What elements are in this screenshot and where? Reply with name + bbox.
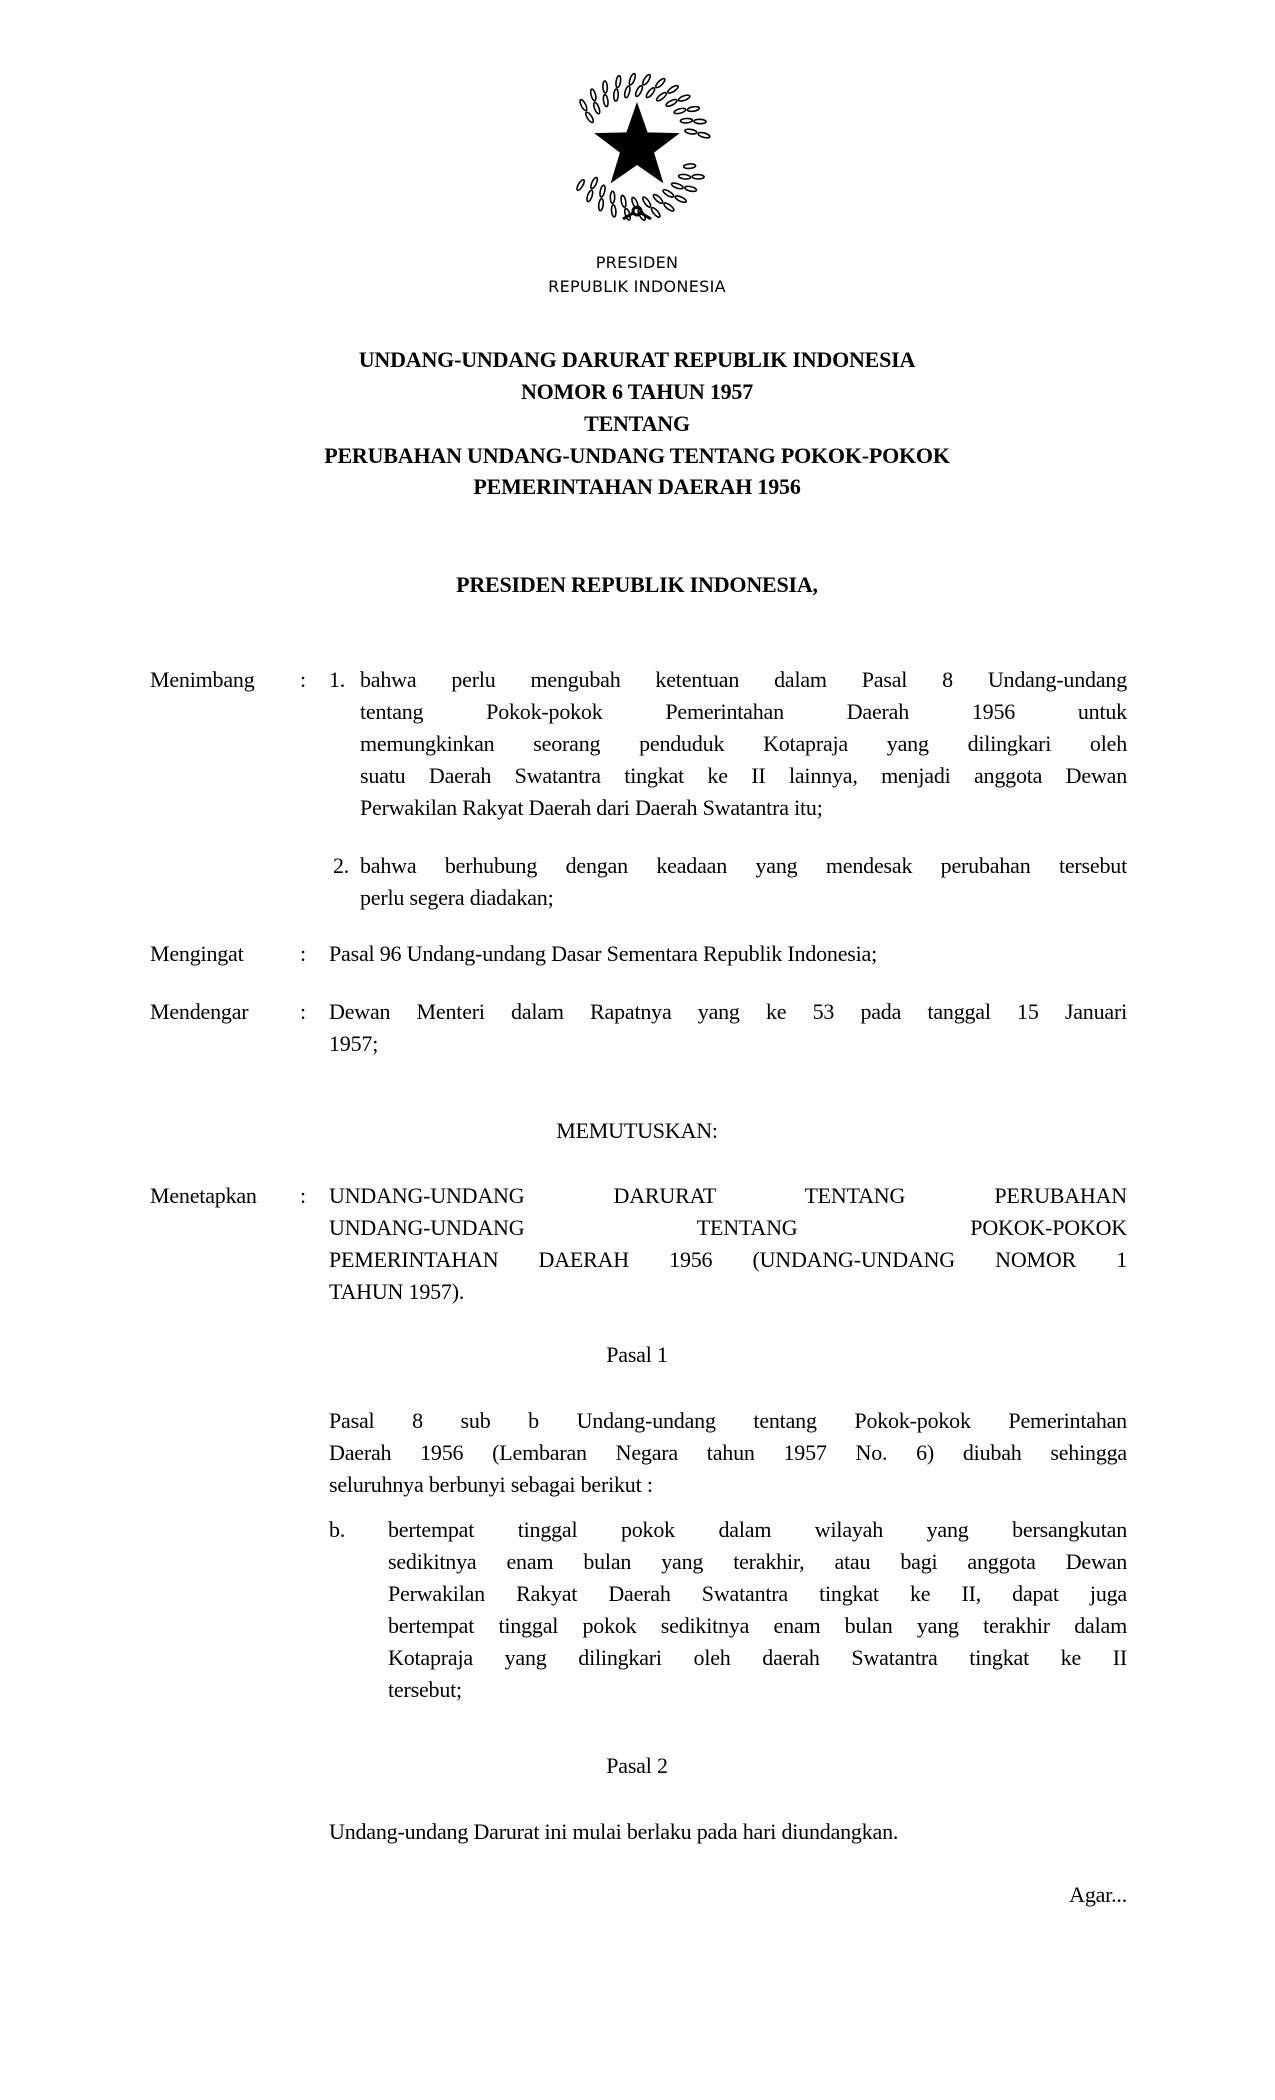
- menetapkan-line: UNDANG-UNDANG DARURAT TENTANG PERUBAHAN: [329, 1183, 1127, 1208]
- pasal-2-heading: Pasal 2: [606, 1753, 668, 1778]
- leaf-icon: [685, 128, 698, 134]
- leaf-icon: [624, 86, 631, 99]
- leaf-icon: [611, 205, 616, 217]
- leaf-icon: [590, 177, 599, 190]
- leaf-icon: [641, 73, 651, 85]
- continuation-marker: Agar...: [1069, 1882, 1127, 1907]
- leaf-icon: [579, 99, 588, 112]
- title-line: TENTANG: [584, 411, 690, 436]
- title-line: UNDANG-UNDANG DARURAT REPUBLIK INDONESIA: [358, 347, 916, 372]
- menimbang-item-2-line: perlu segera diadakan;: [360, 885, 554, 910]
- leaf-icon: [599, 185, 606, 198]
- pasal-1-item-line: bertempat tinggal pokok sedikitnya enam bulan yang terakhir dalam: [388, 1613, 1127, 1638]
- menimbang-item-1-line: tentang Pokok-pokok Pemerintahan Daerah 1956 untuk: [360, 699, 1127, 724]
- leaf-icon: [655, 77, 667, 89]
- pasal-1-heading: Pasal 1: [606, 1342, 668, 1367]
- menimbang-item-number: 1.: [329, 667, 346, 692]
- leaf-icon: [667, 84, 679, 94]
- menetapkan-line: PEMERINTAHAN DAERAH 1956 (UNDANG-UNDANG NOMOR 1: [329, 1247, 1127, 1272]
- menetapkan-label: Menetapkan: [150, 1183, 257, 1208]
- mengingat-text: Pasal 96 Undang-undang Dasar Sementara Republik Indonesia;: [329, 941, 878, 966]
- menimbang-colon: :: [300, 667, 306, 692]
- mengingat-label: Mengingat: [150, 941, 244, 966]
- leaf-icon: [586, 190, 594, 203]
- leaf-icon: [683, 163, 695, 168]
- title-line: PERUBAHAN UNDANG-UNDANG TENTANG POKOK-POKOK: [324, 443, 950, 468]
- leaf-icon: [652, 193, 664, 204]
- leaf-icon: [698, 132, 711, 139]
- leaf-icon: [684, 185, 697, 192]
- leaf-icon: [610, 191, 615, 203]
- pasal-1-item-line: bertempat tinggal pokok dalam wilayah yang bersangkutan: [388, 1517, 1127, 1542]
- menimbang-label: Menimbang: [150, 667, 255, 692]
- leaf-icon: [598, 198, 604, 210]
- leaf-icon: [603, 81, 608, 93]
- menimbang-item-1-line: bahwa perlu mengubah ketentuan dalam Pasal 8 Undang-undang: [360, 667, 1127, 692]
- leaf-icon: [584, 111, 594, 123]
- leaf-icon: [650, 206, 661, 218]
- mendengar-line: 1957;: [329, 1031, 379, 1056]
- leaf-icon: [592, 102, 600, 115]
- menetapkan-line: TAHUN 1957).: [329, 1279, 465, 1304]
- leaf-icon: [692, 174, 704, 179]
- leaf-icon: [680, 118, 692, 123]
- pasal-2-text: Undang-undang Darurat ini mulai berlaku pada hari diundangkan.: [329, 1819, 899, 1844]
- menimbang-item-1-line: memungkinkan seorang penduduk Kotapraja yang dilingkari oleh: [360, 731, 1127, 756]
- office-line-2: REPUBLIK INDONESIA: [548, 277, 726, 296]
- mendengar-line: Dewan Menteri dalam Rapatnya yang ke 53 pada tanggal 15 Januari: [329, 999, 1127, 1024]
- leaf-icon: [678, 174, 690, 180]
- mengingat-colon: :: [300, 941, 306, 966]
- issuer-heading: PRESIDEN REPUBLIK INDONESIA,: [456, 572, 818, 597]
- menetapkan-line: UNDANG-UNDANG TENTANG POKOK-POKOK: [329, 1215, 1127, 1240]
- title-line: NOMOR 6 TAHUN 1957: [520, 379, 754, 404]
- leaf-icon: [603, 94, 609, 107]
- leaf-icon: [628, 73, 636, 86]
- office-line-1: PRESIDEN: [595, 253, 679, 272]
- menetapkan-colon: :: [300, 1183, 306, 1208]
- pasal-1-intro-line: Daerah 1956 (Lembaran Negara tahun 1957 No. 6) diubah sehingga: [329, 1440, 1127, 1465]
- memutuskan-heading: MEMUTUSKAN:: [556, 1118, 718, 1143]
- star-icon: [594, 102, 680, 183]
- leaf-icon: [674, 195, 687, 204]
- leaf-icon: [576, 179, 586, 192]
- pasal-1-intro-line: Pasal 8 sub b Undang-undang tentang Pokok-pokok Pemerintahan: [329, 1408, 1127, 1433]
- title-line: PEMERINTAHAN DAERAH 1956: [473, 474, 801, 499]
- mendengar-label: Mendengar: [150, 999, 249, 1024]
- leaf-icon: [634, 85, 643, 98]
- pasal-1-item-line: sedikitnya enam bulan yang terakhir, atau bagi anggota Dewan: [388, 1549, 1127, 1574]
- leaf-icon: [613, 89, 618, 101]
- pasal-1-item-line: Perwakilan Rakyat Daerah Swatantra tingkat ke II, dapat juga: [388, 1581, 1127, 1606]
- pasal-1-item-line: tersebut;: [388, 1677, 462, 1702]
- pasal-1-item-line: Kotapraja yang dilingkari oleh daerah Swatantra tingkat ke II: [388, 1645, 1127, 1670]
- leaf-icon: [663, 202, 675, 213]
- menimbang-item-1-line: suatu Daerah Swatantra tingkat ke II lainnya, menjadi anggota Dewan: [360, 763, 1127, 788]
- leaf-icon: [641, 196, 651, 208]
- leaf-icon: [665, 98, 678, 107]
- mendengar-colon: :: [300, 999, 306, 1024]
- leaf-icon: [687, 106, 700, 112]
- leaf-icon: [590, 89, 597, 102]
- pasal-1-intro-line: seluruhnya berbunyi sebagai berikut :: [329, 1472, 653, 1497]
- pasal-1-item-label: b.: [329, 1517, 346, 1542]
- menimbang-item-1-line: Perwakilan Rakyat Daerah dari Daerah Swatantra itu;: [360, 795, 823, 820]
- menimbang-item-number: 2.: [333, 853, 350, 878]
- leaf-icon: [655, 91, 667, 102]
- leaf-icon: [671, 182, 684, 190]
- leaf-icon: [694, 119, 706, 124]
- leaf-icon: [615, 75, 621, 88]
- menimbang-item-2-line: bahwa berhubung dengan keadaan yang mendesak perubahan tersebut: [360, 853, 1127, 878]
- leaf-icon: [678, 94, 691, 102]
- leaf-icon: [662, 188, 675, 198]
- presidential-emblem: [557, 67, 717, 227]
- leaf-icon: [620, 195, 627, 208]
- leaf-icon: [674, 107, 687, 114]
- leaf-icon: [645, 87, 656, 99]
